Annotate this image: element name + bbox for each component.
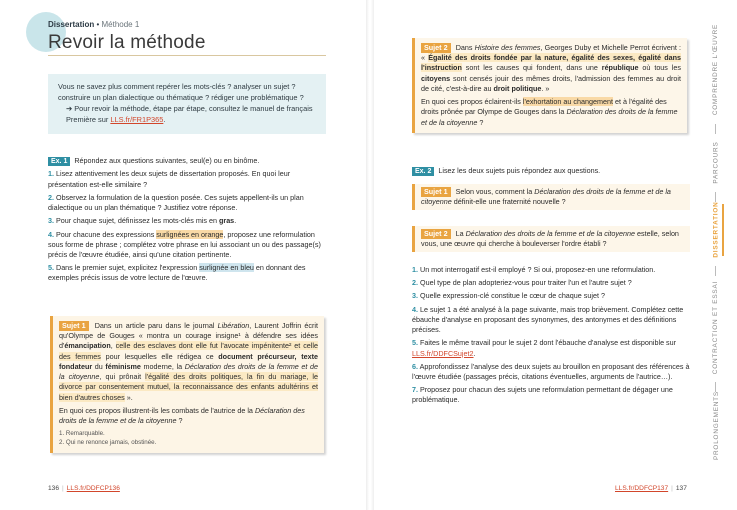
ex1-question-4	[48, 230, 328, 261]
intro-box	[48, 74, 326, 134]
page-number: 136	[48, 485, 60, 492]
sujet-1-tag: Sujet 1	[59, 321, 89, 331]
side-tab-label: DISSERTATION	[712, 201, 720, 259]
s-text: La	[453, 229, 466, 238]
orange-highlight: Égalité des droits fondée par la nature, égalité des sexes, égalité dans l'instruction	[421, 53, 681, 73]
ex2-questions	[412, 265, 690, 409]
s-text: sont censés jouir des mêmes droits, l'admission des femmes au droit de cité, c'est-à-dire au	[421, 73, 681, 93]
q-number: 1.	[48, 169, 54, 179]
q-text: Faites le même travail pour le sujet 2 dont l'ébauche d'analyse est disponible sur	[418, 338, 677, 348]
footnote-2: 2. Qui ne renonce jamais, obstinée.	[59, 438, 157, 446]
s-text: sont les causes qui fondent, dans une	[461, 63, 602, 73]
right-footer	[615, 484, 687, 493]
ex1-header	[48, 156, 328, 166]
q-text: Dans le premier sujet, explicitez l'expression	[54, 263, 200, 273]
q-number: 2.	[412, 278, 418, 288]
ex2-question-6	[412, 362, 690, 382]
q-bold: gras	[219, 216, 235, 226]
q-text: Le sujet 1 a été analysé à la page suivante, mais trop brièvement. Complétez cette ébauche d'analyse en proposant des synonymes, des antonymes et des définitions précises.	[412, 304, 684, 335]
s-text: Dans un article paru dans le journal	[91, 321, 218, 330]
q-number: 6.	[412, 361, 418, 371]
ex1-badge: Ex. 1	[48, 157, 70, 166]
side-divider	[715, 124, 716, 134]
s-text: . »	[541, 83, 550, 93]
s-text: du	[92, 361, 106, 371]
q-text: en donnant des exemples précis issus de votre lecture de l'œuvre.	[48, 263, 306, 283]
q-text: Un mot interrogatif est-il employé ? Si oui, proposez-en une reformulation.	[418, 265, 656, 274]
side-tab-parcours[interactable]	[706, 138, 726, 188]
ex2-question-2	[412, 278, 690, 288]
side-tab-label: PROLONGEMENTS	[712, 391, 720, 461]
q-number: 5.	[412, 338, 418, 348]
ex2-sujet-2	[412, 226, 690, 252]
s-keyword: document précurseur, texte fondateur	[59, 351, 319, 371]
s-keyword: émancipation	[64, 341, 111, 351]
q-end: .	[234, 216, 237, 226]
sujet-1-tag: Sujet 1	[421, 187, 451, 197]
q-end: .	[473, 348, 476, 358]
s-keyword: droit politique	[493, 83, 542, 93]
side-tab-prolongements[interactable]	[706, 391, 726, 461]
s-text: définit-elle une fraternité nouvelle ?	[451, 197, 566, 207]
footnotes	[59, 430, 318, 448]
ex2-instruction: Lisez les deux sujets puis répondez aux questions.	[438, 166, 601, 175]
s-text: estelle, selon vous, une œuvre qui cherche à bouleverser l'ordre établi ?	[421, 229, 679, 249]
side-tab-label: CONTRACTION ET ESSAI	[712, 281, 720, 375]
q-number: 4.	[48, 229, 54, 239]
s-text: ?	[477, 117, 484, 127]
s-text: où tous les	[638, 63, 681, 73]
section-kicker	[48, 19, 139, 30]
intro-link[interactable]: LLS.fr/FR1P365	[110, 114, 164, 124]
s-text: En quoi ces propos éclairent-ils	[421, 97, 523, 107]
side-tab-label: PARCOURS	[712, 141, 720, 185]
s-italic: Déclaration des droits de la femme et de la citoyenne	[59, 405, 305, 425]
ex1-question-3	[48, 216, 328, 226]
ex2-question-3	[412, 291, 690, 301]
intro-arrow-text: ➔ Pour revoir la méthode, étape par étape, consultez le manuel de français Première sur	[66, 104, 313, 124]
ex2-header	[412, 166, 690, 176]
side-tab-comprendre[interactable]	[706, 20, 726, 120]
footnote-1: 1. Remarquable.	[59, 430, 105, 438]
s-text: En quoi ces propos illustrent-ils les combats de l'autrice de la	[59, 405, 255, 415]
orange-highlight: l'exhortation au changement	[522, 97, 613, 107]
left-footer	[48, 484, 120, 493]
s-text: , qui prônait	[99, 372, 146, 382]
q-number: 7.	[412, 385, 418, 395]
q-number: 5.	[48, 263, 54, 273]
ex2-badge: Ex. 2	[412, 167, 434, 176]
kicker-section: Dissertation	[48, 20, 95, 29]
intro-arrow-line	[58, 104, 316, 125]
ex1-question-5	[48, 263, 328, 283]
s-italic: Déclaration des droits de la femme et de la citoyenne	[421, 107, 678, 127]
s-keyword: féminisme	[105, 361, 141, 371]
sujet-1-question	[59, 406, 318, 426]
s-text: Dans	[453, 43, 475, 52]
orange-highlight: surlignées en orange	[156, 229, 224, 239]
sujet-2-tag: Sujet 2	[421, 229, 451, 239]
s-italic: Libération	[217, 321, 250, 330]
page-number: 137	[675, 485, 687, 492]
side-tab-dissertation[interactable]	[706, 200, 726, 260]
q-number: 3.	[48, 216, 54, 226]
ex2-question-7	[412, 385, 690, 405]
right-page	[372, 0, 737, 510]
page-title: Revoir la méthode	[48, 32, 206, 53]
q-number: 1.	[412, 265, 418, 274]
q-text: Proposez pour chacun des sujets une reformulation permettant de dégager une problématique.	[412, 385, 673, 405]
footer-link[interactable]: LLS.fr/DDFCP137	[615, 485, 669, 492]
ex2-question-4	[412, 305, 690, 336]
q-text: Observez la formulation de la question posée. Ces sujets appellent-ils un plan dialectique ou un plan thématique ? Justifiez votre réponse.	[48, 192, 304, 213]
ex1-question-2	[48, 193, 328, 213]
q-text: Pour chacune des expressions	[54, 229, 157, 239]
sujet-2-question	[421, 97, 681, 128]
sujet-2-box	[412, 38, 687, 133]
q-text: Quelle expression-clé constitue le cœur de chaque sujet ?	[418, 291, 605, 301]
s-italic: Déclaration des droits de la femme et de la citoyenne	[59, 361, 319, 382]
q-text: , proposez une reformulation sous forme de phrase ; complétez votre phrase en lui associant un ou des passage(s) précis de l'œuvre étudiée, ainsi qu'une citation pertinente.	[48, 229, 321, 259]
s-text: , Laurent Joffrin écrit qu'Olympe de Gouges « montra un courage insigne¹ à défendre ses idées d'	[59, 321, 318, 351]
q-text: Quel type de plan adopteriez-vous pour traiter l'un et l'autre sujet ?	[418, 278, 632, 288]
side-navigation	[706, 0, 726, 510]
sujet-2-tag: Sujet 2	[421, 43, 451, 53]
q-text: Approfondissez l'analyse des deux sujets au brouillon en proposant des références à l'œuvre étudiée (passages précis, citations éventuelles, arguments de l'autrice…).	[412, 361, 690, 381]
q-text: Pour chaque sujet, définissez les mots-clés mis en	[54, 216, 219, 226]
s-italic: Déclaration des droits de la femme et de la citoyenne	[421, 187, 671, 207]
ex2-question-5	[412, 338, 690, 358]
s-text: ».	[124, 392, 133, 402]
q-number: 2.	[48, 192, 54, 202]
s-text: pour lesquelles elle rédigea ce	[100, 351, 219, 361]
ex1-instruction: Répondez aux questions suivantes, seul(e) ou en binôme.	[74, 156, 260, 165]
kicker-separator: •	[94, 20, 102, 29]
blue-highlight: surlignée en bleu	[199, 263, 254, 273]
s-text: moderne, la	[140, 361, 185, 371]
intro-end: .	[163, 114, 166, 124]
ex1-question-1	[48, 169, 328, 189]
q-number: 4.	[412, 304, 418, 314]
s-text: Selon vous, comment la	[453, 187, 535, 196]
q-text: Lisez attentivement les deux sujets de dissertation proposés. En quoi leur présentation est-elle similaire ?	[48, 169, 291, 189]
q-number: 3.	[412, 291, 418, 301]
s-text: et à l'égalité des droits prônée par Olympe de Gouges dans la	[421, 97, 667, 117]
s-text: , Georges Duby et Michelle Perrot écrivent : «	[421, 43, 681, 63]
sujet-2-text	[421, 43, 681, 94]
ex2-sujet-1	[412, 184, 690, 210]
s-italic: Déclaration des droits de la femme et de la citoyenne	[465, 229, 635, 238]
s-text: ,	[110, 341, 116, 351]
exercise-1	[48, 156, 328, 287]
s-text: ?	[176, 415, 183, 425]
footer-separator: |	[62, 485, 64, 492]
footer-link[interactable]: LLS.fr/DDFCP136	[66, 485, 120, 492]
sujet-1-box	[50, 316, 324, 453]
side-divider	[715, 266, 716, 276]
sujet2-link[interactable]: LLS.fr/DDFCSujet2	[412, 348, 474, 358]
side-tab-contraction[interactable]	[706, 278, 726, 378]
orange-highlight: celle des esclaves dont elle fut l'avocate impénitente² et celle des femmes	[59, 341, 318, 361]
orange-highlight: l'égalité des droits politiques, la fin du mariage, le divorce par consentement mutuel, la reconnaissance des enfants adultérins et bien d'autres choses	[59, 372, 318, 402]
title-divider	[48, 55, 326, 56]
sujet-1-text	[59, 321, 318, 403]
side-tab-label: COMPRENDRE L'ŒUVRE	[712, 24, 720, 116]
footer-separator: |	[671, 485, 673, 492]
s-italic: Histoire des femmes	[474, 43, 541, 52]
ex2-question-1	[412, 265, 690, 275]
s-keyword: citoyens	[421, 73, 451, 83]
intro-text: Vous ne savez plus comment repérer les mots-clés ? analyser un sujet ? construire un plan dialectique ou thématique ? rédiger une problématique ?	[58, 82, 304, 102]
kicker-method: Méthode 1	[101, 20, 140, 29]
s-keyword: république	[601, 63, 639, 73]
